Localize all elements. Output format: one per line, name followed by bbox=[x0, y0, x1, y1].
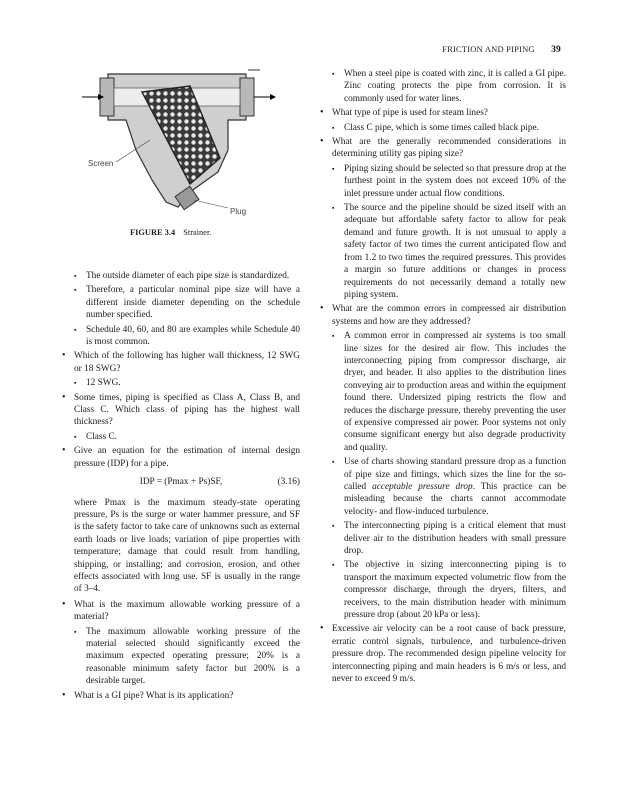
answer-item: ▪ 12 SWG. bbox=[62, 377, 300, 389]
equation-explanation: where Pmax is the maximum steady-state operating pressure, Ps is the surge or water hammer pressure, and SF is the safety factor to take care of unknowns such as external earth loads or live loads; variation of pipe properties with temperature; damage that could result from handling, shipping, or installing; and corrosion, erosion, and other effects associated with long use. SF is usually in the range of 3–4. bbox=[74, 497, 300, 595]
question-item: • What are the common errors in compressed air distribution systems and how are they addressed? bbox=[320, 303, 566, 328]
answer-item: ▪ A common error in compressed air systems is too small line sizes for the desired air flow. This includes the interconnecting piping from compressor discharge, air dryer, and header. It also applies to the distribution lines conveying air to production areas and within the equipment found there. Undersized piping restricts the flow and reduces the discharge pressure, thereby preventing the user of expensive compressed air power. Poor systems not only consume significant energy but also degrade productivity and quality. bbox=[320, 330, 566, 454]
answer-item: ▪ Class C pipe, which is some times called black pipe. bbox=[320, 122, 566, 134]
answer-item: ▪ When a steel pipe is coated with zinc, it is called a GI pipe. Zinc coating protects the pipe from corrosion. It is commonly used for water lines. bbox=[320, 68, 566, 105]
strainer-drawing bbox=[78, 62, 278, 222]
question-item: • What is a GI pipe? What is its application? bbox=[62, 690, 300, 702]
left-column bbox=[62, 270, 300, 704]
answer-item: ▪ The interconnecting piping is a critical element that must deliver air to the distribution headers with small pressure drop. bbox=[320, 520, 566, 557]
answer-item: ▪ The objective in sizing interconnecting piping is to transport the maximum expected volumetric flow from the compressor discharge, through the dryers, filters, and receivers, to the main distribution header with minimum pressure drop (about 20 kPa or less). bbox=[320, 559, 566, 621]
question-item: • Give an equation for the estimation of internal design pressure (IDP) for a pipe. bbox=[62, 445, 300, 470]
list-item: ▪ The outside diameter of each pipe size is standardized. bbox=[62, 270, 300, 282]
question-item: • What type of pipe is used for steam lines? bbox=[320, 107, 566, 119]
list-item: ▪ Therefore, a particular nominal pipe size will have a different inside diameter depending on the schedule number specified. bbox=[62, 284, 300, 321]
caption-text: Strainer. bbox=[183, 228, 212, 237]
question-item: • Which of the following has higher wall thickness, 12 SWG or 18 SWG? bbox=[62, 350, 300, 375]
equation-text: IDP = (Pmax + Ps)SF, bbox=[139, 477, 223, 488]
label-screen: Screen bbox=[88, 159, 114, 168]
answer-item: ▪ The source and the pipeline should be sized itself with an adequate but affordable safety factor to allow for peak demand and future growth. It is not unusual to apply a safety factor of two times the current anticipated flow and from 1.2 to two times the required pressures. This provides a margin so future additions or changes in process requirements do not necessarily demand a totally new piping system. bbox=[320, 202, 566, 301]
page-number: 39 bbox=[551, 45, 561, 55]
answer-item: ▪ Piping sizing should be selected so that pressure drop at the furthest point in the system does not exceed 10% of the inlet pressure under actual flow conditions. bbox=[320, 163, 566, 200]
figure-caption bbox=[130, 228, 211, 237]
label-plug: Plug bbox=[230, 207, 247, 216]
header-title: FRICTION AND PIPING bbox=[442, 44, 535, 54]
question-item: • Some times, piping is specified as Class A, Class B, and Class C. Which class of piping has the highest wall thickness? bbox=[62, 392, 300, 429]
right-column bbox=[320, 68, 566, 688]
strainer-figure bbox=[78, 62, 278, 222]
equation-number: (3.16) bbox=[277, 477, 300, 488]
answer-item: ▪ The maximum allowable working pressure of the material selected should significantly exceed the maximum expected operating pressure; 20% is a reasonable minimum safety factor but 200% is a desirable target. bbox=[62, 626, 300, 688]
answer-item bbox=[320, 456, 566, 518]
answer-text: . This practice can be misleading because the charts cannot accommodate velocity- and flow-induced turbulence. bbox=[344, 482, 567, 517]
emphasis-text: acceptable pressure drop bbox=[372, 482, 473, 492]
list-item: ▪ Schedule 40, 60, and 80 are examples while Schedule 40 is most common. bbox=[62, 324, 300, 349]
caption-label: FIGURE 3.4 bbox=[130, 228, 176, 237]
answer-item: ▪ Class C. bbox=[62, 431, 300, 443]
answer-text: Use of charts showing standard pressure drop as a function of pipe size and fittings, which sizes the line for the so-called bbox=[344, 457, 566, 492]
running-header bbox=[442, 44, 561, 55]
question-item: • Excessive air velocity can be a root cause of back pressure, erratic control signals, turbulence, and turbulence-driven pressure drop. The recommended design pipeline velocity for interconnecting piping and main headers is 6 m/s or less, and never to exceed 9 m/s. bbox=[320, 623, 566, 685]
equation-3-16 bbox=[62, 476, 300, 488]
question-item: • What are the generally recommended considerations in determining utility gas piping size? bbox=[320, 136, 566, 161]
question-item: • What is the maximum allowable working pressure of a material? bbox=[62, 599, 300, 624]
